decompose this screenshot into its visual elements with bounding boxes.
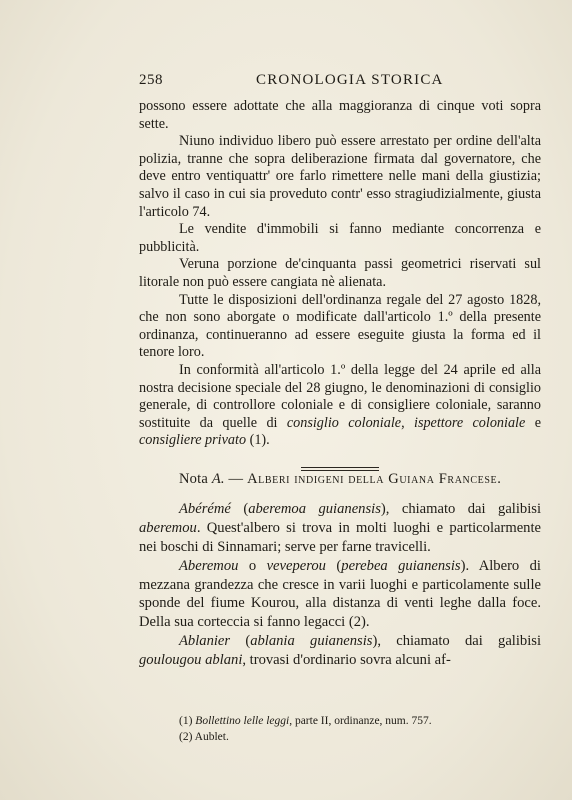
entry-text: ), chiamato dai galibisi [372, 633, 541, 650]
local-name: aberemou [139, 520, 197, 537]
latin-name: perebea guianensis [341, 557, 461, 574]
entry-text: ), chiamato dai galibisi [380, 501, 542, 518]
paragraph: Veruna porzione de'cinquanta passi geometrici riservati sul litorale non può essere cangiata nè alienata. [139, 256, 541, 290]
paren: ( [230, 633, 251, 650]
separator: e [525, 414, 541, 431]
term-consigliere-privato: consigliere privato [139, 432, 247, 449]
footnote-source: Bollettino lelle leggi [195, 715, 290, 727]
nota-label: Nota [179, 470, 212, 487]
nota-letter: A. [211, 470, 225, 487]
footnote-text: , parte II, ordinanze, num. 757. [289, 715, 432, 727]
footnote-ref: (1). [246, 432, 270, 449]
footnote-1 [179, 713, 539, 729]
paragraph: Le vendite d'immobili si fanno mediante concorrenza e pubblicità. [139, 221, 541, 255]
nota-title: Alberi indigeni della Guiana Francese. [247, 470, 502, 487]
alt-name: veveperou [266, 557, 326, 574]
running-title: CRONOLOGIA STORICA [256, 72, 444, 88]
term-consiglio-coloniale: consiglio coloniale [286, 414, 402, 431]
local-name: goulougou ablani [139, 651, 243, 668]
footnotes [179, 713, 539, 745]
entry-name: Abérémé [179, 501, 231, 518]
latin-name: aberemoa guianensis [248, 501, 381, 518]
entry-ablanier [139, 632, 541, 670]
paragraph: Niuno individuo libero può essere arrestato per ordine dell'alta polizia, tranne che sopra deliberazione firmata dal governatore, che deve entro ventiquattr' ore farlo rimettere nelle mani della giustizia; salvo il caso in cui sia proveduto contr' esso stragiudizialmente, giusta l'articolo 74. [139, 133, 541, 220]
nota-entries [139, 500, 541, 669]
entry-text: , trovasi d'ordinario sovra alcuni af- [242, 651, 451, 668]
main-text [139, 98, 541, 670]
page-number: 258 [139, 72, 163, 88]
separator: , [401, 414, 414, 431]
entry-name: Aberemou [179, 557, 239, 574]
nota-dash: — [224, 470, 248, 487]
entry-aberemou [139, 557, 541, 632]
paragraph: possono essere adottate che alla maggioranza di cinque voti sopra sette. [139, 98, 541, 132]
entry-aberemé [139, 500, 541, 556]
entry-text: . Quest'albero si trova in molti luoghi e particolarmente nei boschi di Sinnamari; serve per farne travicelli. [139, 520, 541, 556]
footnote-number: (1) [179, 715, 196, 727]
entry-text: ). Albero di mezzana grandezza che cresce in varii luoghi e particolamente sulle sponde del fiume Kourou, alla distanza di venti leghe dalla foce. Della sua corteccia si fanno legacci (2). [139, 557, 541, 631]
paragraph-lead: In conformità all'articolo 1.º della legge del 24 aprile ed alla nostra decisione speciale del 28 giugno, le denominazioni di consiglio generale, di controllore coloniale e di consigliere coloniale, saranno sostituite da quelle di [139, 361, 541, 431]
term-ispettore-coloniale: ispettore coloniale [414, 414, 526, 431]
nota-heading [139, 471, 541, 489]
divider-rule [301, 467, 379, 468]
paragraph: Tutte le disposizioni dell'ordinanza regale del 27 agosto 1828, che non sono aborgate o modificate dall'articolo 1.º della presente ordinanza, continueranno ad essere eseguite giusta la forma ed il tenore loro. [139, 291, 541, 361]
footnote-2: (2) Aublet. [179, 731, 229, 743]
paren: ( [230, 501, 249, 518]
paragraph-final [139, 362, 541, 450]
latin-name: ablania guianensis [250, 633, 373, 650]
entry-text: o [238, 557, 267, 574]
entry-name: Ablanier [179, 633, 231, 650]
paren: ( [325, 557, 342, 574]
